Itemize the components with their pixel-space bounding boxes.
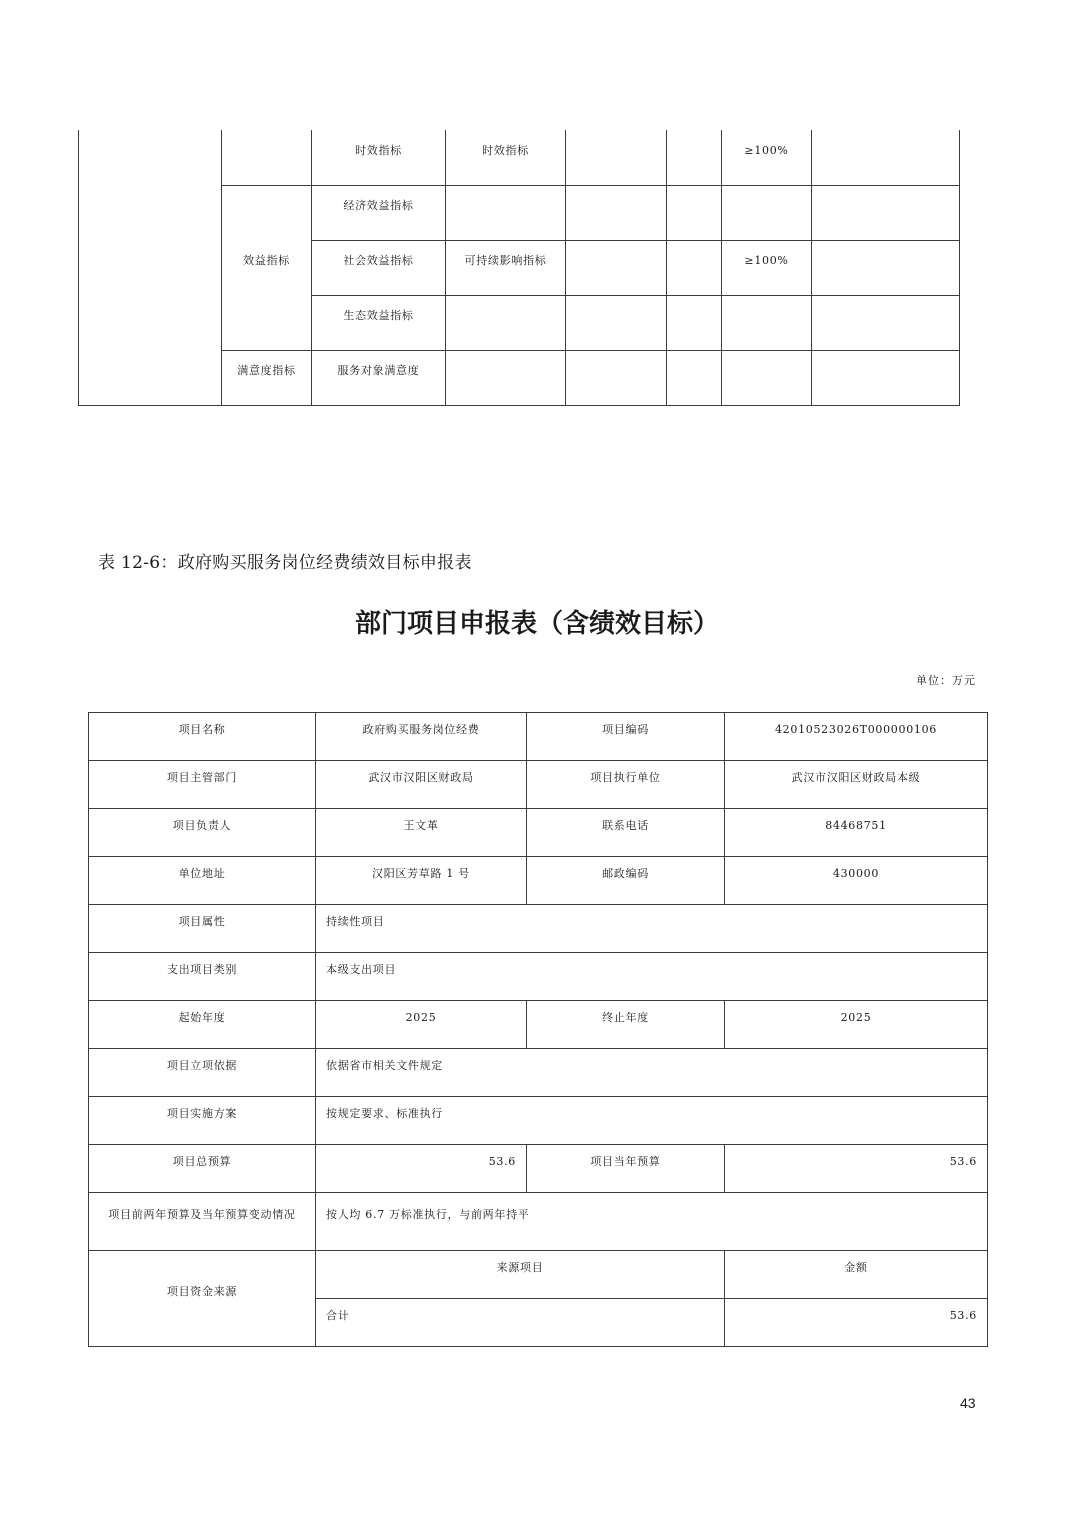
budget-change-value: 按人均 6.7 万标准执行，与前两年持平	[316, 1193, 988, 1251]
basis-label: 项目立项依据	[89, 1049, 316, 1097]
form-row-budget	[89, 1145, 988, 1193]
form-row-funding-header	[89, 1251, 988, 1299]
attribute-label: 项目属性	[89, 905, 316, 953]
indicator-level1-cell	[79, 130, 222, 405]
indicator-r5-level2: 满意度指标	[222, 350, 312, 405]
indicator-r2-target	[722, 185, 812, 240]
project-code-label: 项目编码	[527, 713, 725, 761]
funding-amount-total: 53.6	[725, 1299, 988, 1347]
total-budget-label: 项目总预算	[89, 1145, 316, 1193]
expense-category-label: 支出项目类别	[89, 953, 316, 1001]
current-budget-label: 项目当年预算	[527, 1145, 725, 1193]
form-row-dept	[89, 761, 988, 809]
end-year-value: 2025	[725, 1001, 988, 1049]
indicator-r5-col8	[812, 350, 960, 405]
supervising-dept-label: 项目主管部门	[89, 761, 316, 809]
indicator-r4-col5	[566, 295, 667, 350]
start-year-value: 2025	[316, 1001, 527, 1049]
project-leader-label: 项目负责人	[89, 809, 316, 857]
project-leader-value: 王文革	[316, 809, 527, 857]
indicator-r3-target: ≥100%	[722, 240, 812, 295]
indicator-r1-level3: 时效指标	[312, 130, 446, 185]
phone-label: 联系电话	[527, 809, 725, 857]
plan-value: 按规定要求、标准执行	[316, 1097, 988, 1145]
indicator-r3-level3: 社会效益指标	[312, 240, 446, 295]
form-row-attribute	[89, 905, 988, 953]
indicator-r3-name: 可持续影响指标	[446, 240, 566, 295]
funding-label: 项目资金来源	[89, 1251, 316, 1347]
form-row-budget-change	[89, 1193, 988, 1251]
form-row-category	[89, 953, 988, 1001]
indicator-r4-col8	[812, 295, 960, 350]
indicator-r2-level3: 经济效益指标	[312, 185, 446, 240]
form-row-name	[89, 713, 988, 761]
project-code-value: 42010523026T000000106	[725, 713, 988, 761]
indicator-r5-col5	[566, 350, 667, 405]
indicator-r4-target	[722, 295, 812, 350]
table-caption: 表 12-6：政府购买服务岗位经费绩效目标申报表	[98, 553, 472, 573]
address-label: 单位地址	[89, 857, 316, 905]
indicator-r5-col6	[667, 350, 722, 405]
funding-source-header: 来源项目	[316, 1251, 725, 1299]
indicator-r3-col8	[812, 240, 960, 295]
indicator-r5-target	[722, 350, 812, 405]
project-name-value: 政府购买服务岗位经费	[316, 713, 527, 761]
funding-amount-header: 金额	[725, 1251, 988, 1299]
indicator-r5-name	[446, 350, 566, 405]
indicator-r1-name: 时效指标	[446, 130, 566, 185]
form-row-address	[89, 857, 988, 905]
unit-note: 单位：万元	[916, 674, 976, 687]
indicator-r3-col6	[667, 240, 722, 295]
indicator-r2-col8	[812, 185, 960, 240]
funding-source-total: 合计	[316, 1299, 725, 1347]
expense-category-value: 本级支出项目	[316, 953, 988, 1001]
form-row-basis	[89, 1049, 988, 1097]
executing-unit-value: 武汉市汉阳区财政局本级	[725, 761, 988, 809]
indicator-r2-name	[446, 185, 566, 240]
indicator-r1-col6	[667, 130, 722, 185]
attribute-value: 持续性项目	[316, 905, 988, 953]
project-name-label: 项目名称	[89, 713, 316, 761]
form-title: 部门项目申报表（含绩效目标）	[354, 609, 719, 639]
postal-code-value: 430000	[725, 857, 988, 905]
basis-value: 依据省市相关文件规定	[316, 1049, 988, 1097]
indicator-r1-target: ≥100%	[722, 130, 812, 185]
supervising-dept-value: 武汉市汉阳区财政局	[316, 761, 527, 809]
indicator-r4-level3: 生态效益指标	[312, 295, 446, 350]
form-row-plan	[89, 1097, 988, 1145]
indicator-r2-col5	[566, 185, 667, 240]
indicator-r4-name	[446, 295, 566, 350]
indicator-row-1	[79, 130, 960, 185]
plan-label: 项目实施方案	[89, 1097, 316, 1145]
indicator-r5-level3: 服务对象满意度	[312, 350, 446, 405]
form-row-years	[89, 1001, 988, 1049]
end-year-label: 终止年度	[527, 1001, 725, 1049]
address-value: 汉阳区芳草路 1 号	[316, 857, 527, 905]
budget-change-label: 项目前两年预算及当年预算变动情况	[89, 1193, 316, 1251]
phone-value: 84468751	[725, 809, 988, 857]
indicator-r1-col5	[566, 130, 667, 185]
current-budget-value: 53.6	[725, 1145, 988, 1193]
start-year-label: 起始年度	[89, 1001, 316, 1049]
indicator-r2-col6	[667, 185, 722, 240]
total-budget-value: 53.6	[316, 1145, 527, 1193]
indicator-r3-col5	[566, 240, 667, 295]
indicator-r1-level2	[222, 130, 312, 185]
executing-unit-label: 项目执行单位	[527, 761, 725, 809]
indicator-r1-col8	[812, 130, 960, 185]
indicator-r4-col6	[667, 295, 722, 350]
postal-code-label: 邮政编码	[527, 857, 725, 905]
indicator-table	[78, 130, 960, 406]
indicator-r2-level2: 效益指标	[222, 185, 312, 350]
project-form-table	[88, 712, 988, 1347]
form-row-leader	[89, 809, 988, 857]
page-number: 43	[960, 1395, 976, 1411]
